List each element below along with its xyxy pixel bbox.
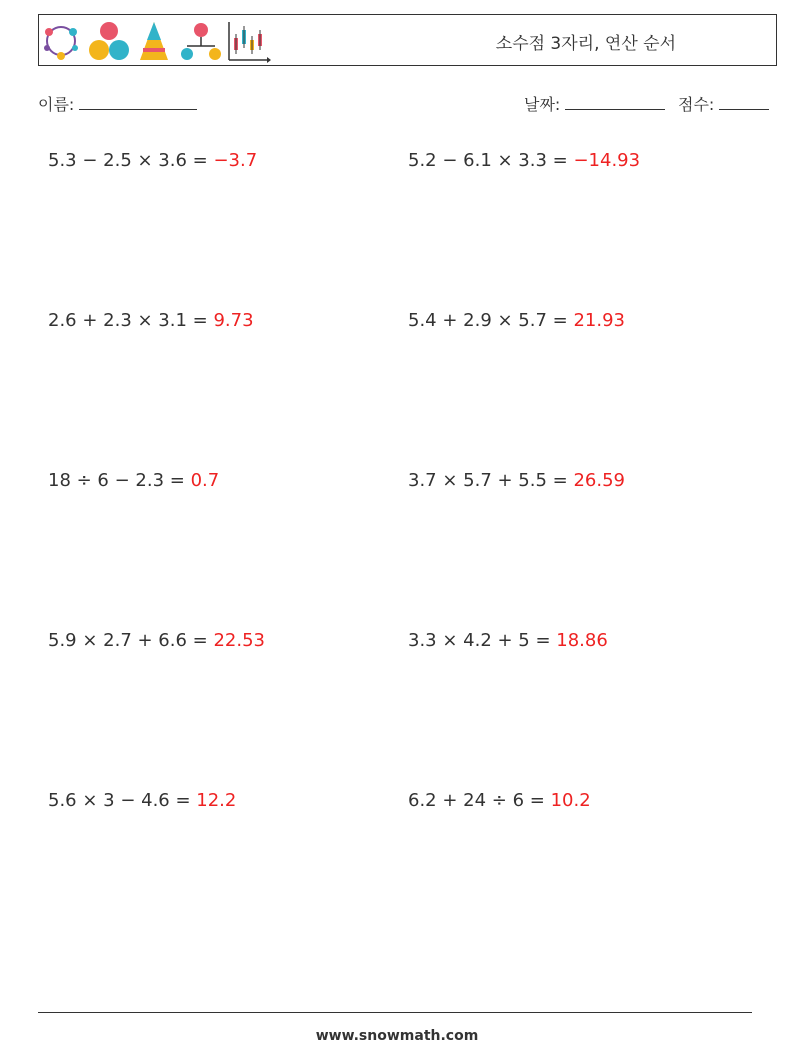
worksheet-header [38, 14, 777, 66]
date-blank[interactable] [565, 95, 665, 110]
problem-8 [408, 630, 608, 651]
problem-7 [48, 630, 265, 651]
problem-6 [408, 470, 625, 491]
problem-question: 5.9 × 2.7 + 6.6 = [48, 630, 214, 651]
problem-question: 2.6 + 2.3 × 3.1 = [48, 310, 214, 331]
problem-answer: 22.53 [213, 630, 265, 651]
problem-answer: −3.7 [213, 150, 258, 171]
problem-answer: 12.2 [196, 790, 237, 811]
problem-question: 5.3 − 2.5 × 3.6 = [48, 150, 214, 171]
candlestick-chart-icon [229, 22, 271, 63]
problem-answer: 9.73 [213, 310, 254, 331]
problem-10 [408, 790, 591, 811]
pyramid-icon [140, 22, 168, 60]
problem-3 [48, 310, 254, 331]
score-label: 점수: [678, 95, 715, 114]
logo-icons [41, 18, 271, 64]
name-label: 이름: [38, 95, 75, 114]
problem-5 [48, 470, 219, 491]
problem-question: 5.6 × 3 − 4.6 = [48, 790, 197, 811]
problem-answer: 18.86 [556, 630, 608, 651]
problem-2 [408, 150, 640, 171]
problem-1 [48, 150, 257, 171]
problem-answer: 10.2 [550, 790, 591, 811]
problem-question: 5.4 + 2.9 × 5.7 = [408, 310, 574, 331]
score-blank[interactable] [719, 95, 769, 110]
problem-question: 6.2 + 24 ÷ 6 = [408, 790, 551, 811]
problem-4 [408, 310, 625, 331]
problem-answer: −14.93 [573, 150, 641, 171]
worksheet-title: 소수점 3자리, 연산 순서 [495, 34, 676, 54]
problem-9 [48, 790, 236, 811]
problem-question: 3.7 × 5.7 + 5.5 = [408, 470, 574, 491]
cycle-icon [44, 27, 78, 60]
date-label: 날짜: [524, 95, 561, 114]
name-blank[interactable] [79, 95, 197, 110]
problem-answer: 26.59 [573, 470, 625, 491]
numbered-circles-icon [89, 22, 129, 60]
score-field [678, 92, 769, 115]
problem-question: 3.3 × 4.2 + 5 = [408, 630, 557, 651]
tree-diagram-icon [181, 23, 221, 60]
problem-answer: 21.93 [573, 310, 625, 331]
problem-answer: 0.7 [190, 470, 220, 491]
problem-question: 5.2 − 6.1 × 3.3 = [408, 150, 574, 171]
name-field [38, 92, 197, 115]
problem-question: 18 ÷ 6 − 2.3 = [48, 470, 191, 491]
date-field [524, 92, 665, 115]
footer-divider [38, 1012, 752, 1013]
footer-url[interactable]: www.snowmath.com [315, 1028, 479, 1044]
